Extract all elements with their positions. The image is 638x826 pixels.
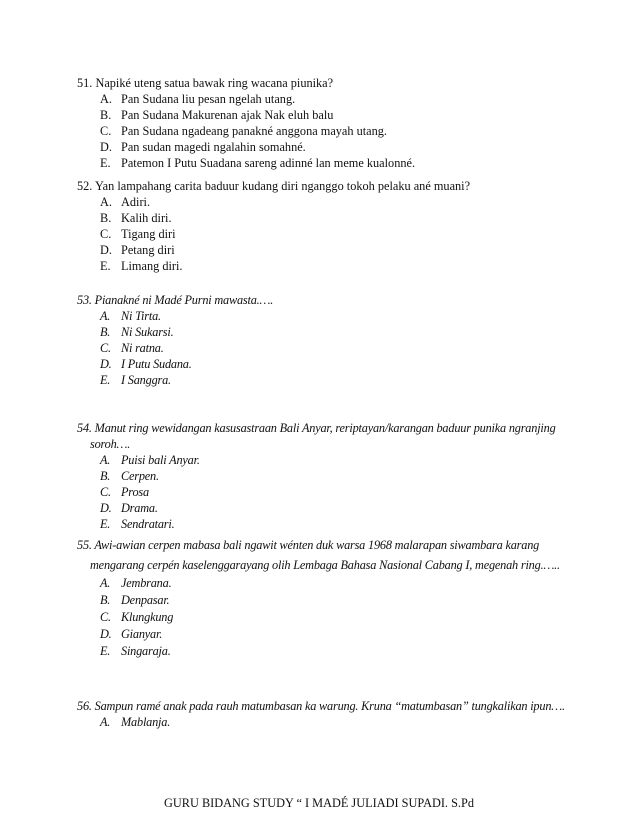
option-c: C. Ni ratna.: [100, 341, 164, 355]
option-b: B. Pan Sudana Makurenan ajak Nak eluh balu: [100, 108, 334, 122]
option-e: E. Singaraja.: [100, 644, 171, 658]
option-a: A. Jembrana.: [100, 576, 172, 590]
question-54: [77, 420, 577, 532]
question-stem: 52. Yan lampahang carita baduur kudang diri nganggo tokoh pelaku ané muani?: [77, 179, 471, 193]
question-53: [77, 292, 577, 388]
question-stem: 54. Manut ring wewidangan kasusastraan Bali Anyar, reriptayan/karangan baduur punika ngranjing soroh….: [77, 421, 556, 451]
option-list: [77, 91, 577, 171]
page-footer: GURU BIDANG STUDY “ I MADÉ JULIADI SUPADI. S.Pd: [164, 796, 474, 810]
option-d: D. Gianyar.: [100, 627, 163, 641]
option-list: [77, 714, 577, 730]
option-d: D. Petang diri: [100, 243, 175, 257]
option-a: A. Adiri.: [100, 195, 151, 209]
option-b: B. Kalih diri.: [100, 211, 172, 225]
option-a: A. Puisi bali Anyar.: [100, 453, 200, 467]
option-list: [77, 194, 577, 274]
question-stem: 56. Sampun ramé anak pada rauh matumbasan ka warung. Kruna “matumbasan” tungkalikan ipun….: [77, 699, 565, 713]
option-a: A. Ni Tirta.: [100, 309, 161, 323]
question-stem: 53. Pianakné ni Madé Purni mawasta.….: [77, 293, 274, 307]
question-52: [77, 178, 577, 274]
option-c: C. Prosa: [100, 485, 149, 499]
option-list: [77, 575, 577, 660]
option-b: B. Denpasar.: [100, 593, 170, 607]
option-a: A. Mablanja.: [100, 715, 171, 729]
question-stem: 51. Napiké uteng satua bawak ring wacana piunika?: [77, 76, 334, 90]
option-d: D. Pan sudan magedi ngalahin somahné.: [100, 140, 306, 154]
option-e: E. Limang diri.: [100, 259, 183, 273]
option-e: E. Sendratari.: [100, 517, 175, 531]
option-e: E. Patemon I Putu Suadana sareng adinné lan meme kualonné.: [100, 156, 416, 170]
option-b: B. Cerpen.: [100, 469, 159, 483]
question-stem: 55. Awi-awian cerpen mabasa bali ngawit wénten duk warsa 1968 malarapan siwambara karang mengarang cerpén kaselenggarayang olih Lembaga Bahasa Nasional Cabang I, megenah ring.…..: [77, 538, 560, 572]
option-b: B. Ni Sukarsi.: [100, 325, 174, 339]
option-d: D. I Putu Sudana.: [100, 357, 192, 371]
option-list: [77, 308, 577, 388]
question-56: [77, 698, 577, 730]
option-c: C. Klungkung: [100, 610, 174, 624]
option-c: C. Pan Sudana ngadeang panakné anggona mayah utang.: [100, 124, 388, 138]
option-e: E. I Sanggra.: [100, 373, 171, 387]
option-c: C. Tigang diri: [100, 227, 176, 241]
option-d: D. Drama.: [100, 501, 158, 515]
option-a: A. Pan Sudana liu pesan ngelah utang.: [100, 92, 296, 106]
option-list: [77, 452, 577, 532]
question-51: [77, 75, 577, 171]
question-55: [77, 535, 577, 660]
